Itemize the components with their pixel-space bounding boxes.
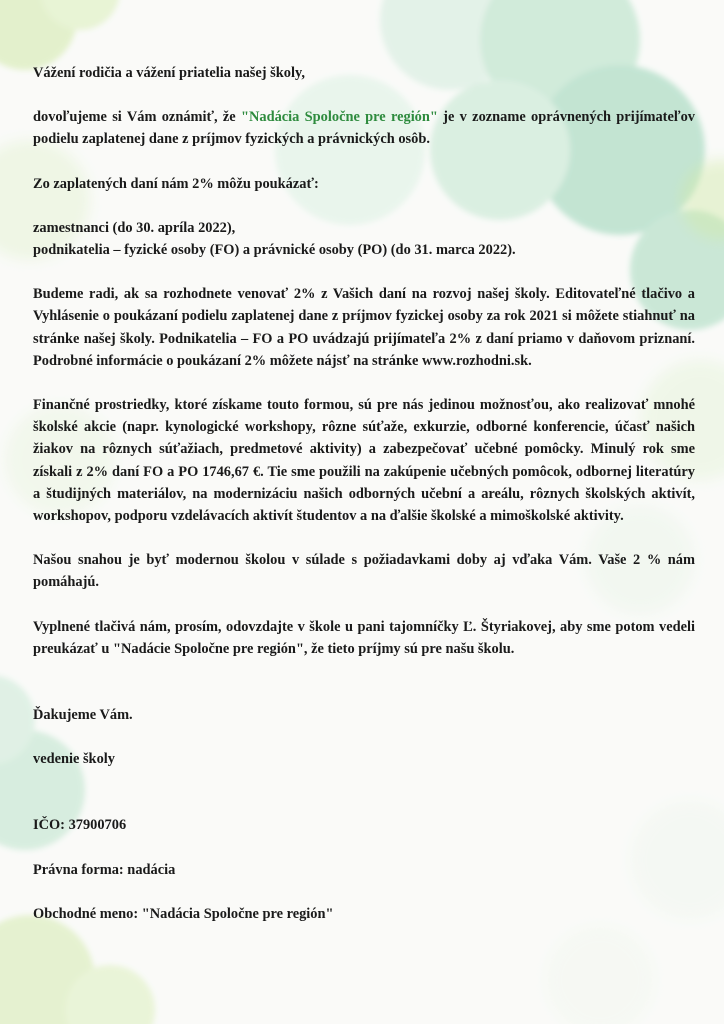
ico-number: IČO: 37900706 [33,817,127,834]
intro-text-after: je v zozname oprávnených prijímateľov podielu zaplatenej dane z príjmov fyzických a právnických osôb. [33,109,695,148]
foundation-name-highlight: "Nadácia Spoločne pre región" [241,109,438,126]
greeting: Vážení rodičia a vážení priatelia našej školy, [33,65,305,81]
business-name: Obchodné meno: "Nadácia Spoločne pre región" [33,905,334,922]
intro-paragraph [33,106,695,150]
intro-text-before: dovoľujeme si Vám oznámiť, že [33,109,241,126]
modern-school-paragraph: Našou snahou je byť modernou školou v súlade s požiadavkami doby aj vďaka Vám. Vaše 2 % nám pomáhajú. [33,552,695,591]
donate-heading: Zo zaplatených daní nám 2% môžu poukázať: [33,175,319,192]
signature: vedenie školy [33,751,115,768]
funds-paragraph: Finančné prostriedky, ktoré získame touto formou, sú pre nás jedinou možnosťou, ako realizovať mnohé školské akcie (napr. kynologické workshopy, rôzne súťaže, exkurzie, odborné konferencie, účasť našich žiakov na rôznych súťažiach, predmetové aktivity) a zabezpečovať učebné pomôcky. Minulý rok sme získali z 2% daní FO a PO 1746,67 €. Tie sme použili na zakúpenie učebných pomôcok, odbornej literatúry a študijných materiálov, na modernizáciu našich odborných učební a areálu, rôznych školských aktivít, workshopov, podporu vzdelávacích aktivít študentov a na ďalšie školské a mimoškolské aktivity. [33,397,695,525]
deadline-employees: zamestnanci (do 30. apríla 2022), [33,219,236,236]
submit-forms-paragraph: Vyplnené tlačivá nám, prosím, odovzdajte v škole u pani tajomníčky Ľ. Štyriakovej, aby sme potom vedeli preukázať u "Nadácie Spoločne pre región", že tieto príjmy sú pre našu školu. [33,618,695,657]
forms-paragraph: Budeme radi, ak sa rozhodnete venovať 2% z Vašich daní na rozvoj našej školy. Editovateľné tlačivo a Vyhlásenie o poukázaní podielu zaplatenej dane z príjmov fyzickej osoby za rok 2021 si môžete stiahnuť na stránke našej školy. Podnikatelia – FO a PO uvádzajú prijímateľa 2% z daní priamo v daňovom priznaní. Podrobné informácie o poukázaní 2% môžete nájsť na stránke www.rozhodni.sk. [33,286,695,369]
thanks: Ďakujeme Vám. [33,707,133,724]
legal-form: Právna forma: nadácia [33,861,176,878]
deadline-business: podnikatelia – fyzické osoby (FO) a právnické osoby (PO) (do 31. marca 2022). [33,242,516,259]
letter-body [33,62,695,925]
